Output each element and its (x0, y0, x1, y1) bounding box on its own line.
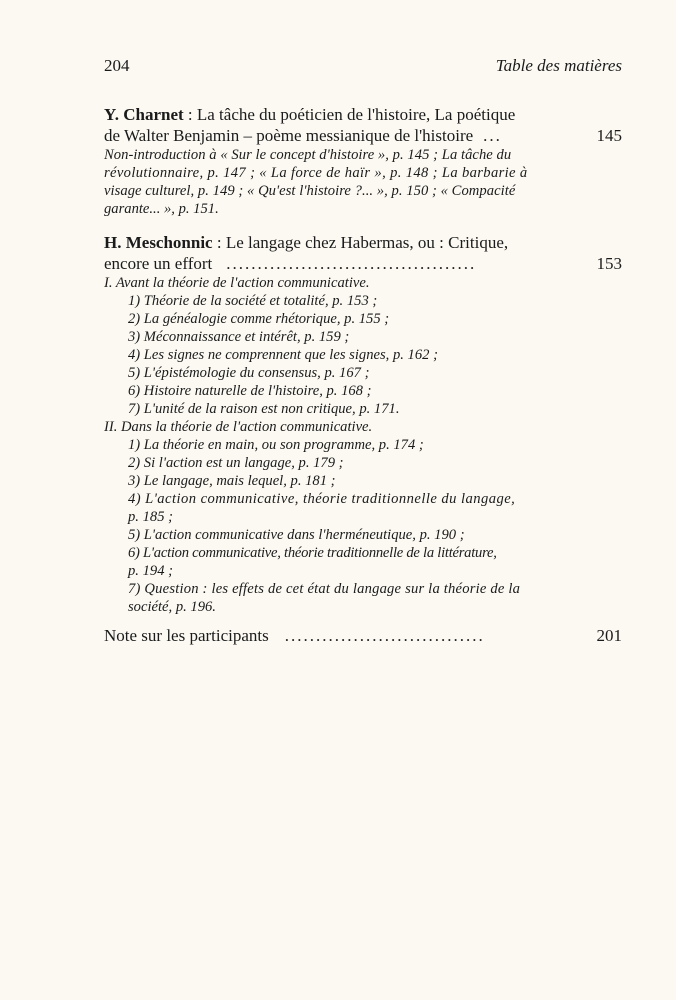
entry-title-line (104, 104, 622, 125)
outline-item-continued: p. 185 ; (128, 509, 173, 525)
dot-leader: ........................................ (226, 254, 477, 273)
entry-title-line-leader (104, 253, 622, 274)
outline-item-continued: société, p. 196. (128, 599, 216, 615)
entry-title: Note sur les participants (104, 626, 269, 645)
running-title: Table des matières (495, 56, 622, 75)
summary-line: garante... », p. 151. (104, 201, 219, 217)
outline-item: 3) Méconnaissance et intérêt, p. 159 ; (128, 329, 350, 345)
entry-title-line-leader (104, 125, 622, 146)
outline-item: 2) Si l'action est un langage, p. 179 ; (128, 455, 344, 471)
outline-item: 5) L'épistémologie du consensus, p. 167 ; (128, 365, 370, 381)
entry-title: : La tâche du poéticien de l'histoire, La poétique (183, 105, 516, 124)
outline-item: 1) La théorie en main, ou son programme, p. 174 ; (128, 437, 424, 453)
toc-page (104, 0, 622, 1000)
summary-line: révolutionnaire, p. 147 ; « La force de haïr », p. 148 ; La barbarie à (104, 165, 528, 181)
outline-item-continued: p. 194 ; (128, 563, 173, 579)
entry-title-continued: de Walter Benjamin – poème messianique de l'histoire (104, 126, 474, 145)
outline-item: 3) Le langage, mais lequel, p. 181 ; (128, 473, 336, 489)
summary-line: Non-introduction à « Sur le concept d'histoire », p. 145 ; La tâche du (104, 147, 512, 163)
entry-author: H. Meschonnic (104, 233, 213, 252)
summary-line: visage culturel, p. 149 ; « Qu'est l'histoire ?... », p. 150 ; « Compacité (104, 183, 516, 199)
outline-item: 6) Histoire naturelle de l'histoire, p. 168 ; (128, 383, 372, 399)
entry-title-line (104, 232, 622, 253)
entry-title: : Le langage chez Habermas, ou : Critique, (212, 233, 509, 252)
outline-item: 6) L'action communicative, théorie traditionnelle de la littérature, (128, 545, 497, 561)
outline-item: 1) Théorie de la société et totalité, p. 153 ; (128, 293, 378, 309)
outline-item: 4) Les signes ne comprennent que les signes, p. 162 ; (128, 347, 438, 363)
toc-entry-participants (104, 625, 622, 646)
entry-title-line-leader (104, 625, 622, 646)
running-header (104, 56, 622, 80)
outline-item: 7) L'unité de la raison est non critique, p. 171. (128, 401, 400, 417)
dot-leader: ... (483, 126, 502, 145)
entry-outline (104, 274, 582, 616)
entry-title-continued: encore un effort (104, 254, 213, 273)
entry-page: 201 (596, 626, 622, 645)
outline-item: 7) Question : les effets de cet état du langage sur la théorie de la (128, 581, 521, 597)
toc-entry-charnet (104, 104, 622, 218)
dot-leader: ................................ (284, 626, 485, 645)
entry-summary (104, 146, 582, 218)
toc-entry-meschonnic (104, 232, 622, 616)
outline-item: 2) La généalogie comme rhétorique, p. 155 ; (128, 311, 390, 327)
section-heading: I. Avant la théorie de l'action communicative. (104, 275, 370, 291)
outline-item: 4) L'action communicative, théorie traditionnelle du langage, (128, 491, 516, 507)
page-number: 204 (104, 56, 130, 75)
section-heading: II. Dans la théorie de l'action communicative. (104, 419, 373, 435)
outline-item: 5) L'action communicative dans l'herméneutique, p. 190 ; (128, 527, 465, 543)
entry-page: 153 (596, 254, 622, 273)
entry-page: 145 (596, 126, 622, 145)
entry-author: Y. Charnet (104, 105, 184, 124)
